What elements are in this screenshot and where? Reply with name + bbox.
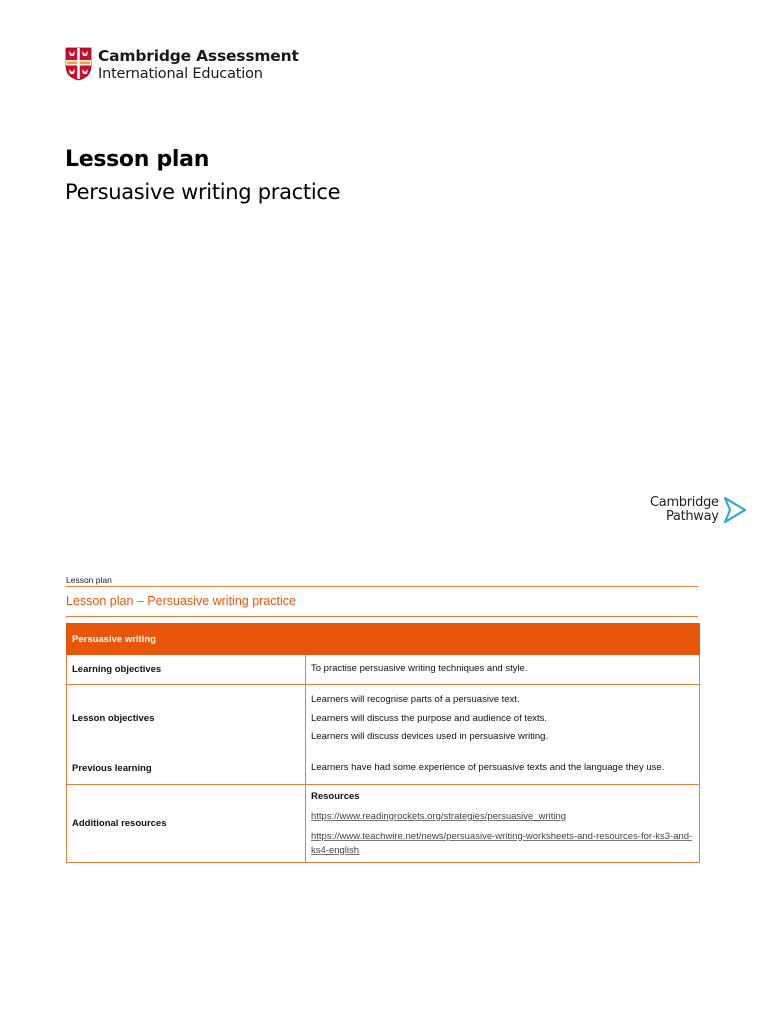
cover-subtitle: Persuasive writing practice (65, 180, 341, 204)
objective-text: Learners will discuss devices used in persuasive writing. (311, 731, 549, 742)
table-row (67, 685, 700, 753)
row-value (306, 685, 700, 753)
cambridge-pathway-logo (650, 495, 748, 525)
document-title: Lesson plan – Persuasive writing practice (66, 594, 296, 608)
org-name-line2: International Education (98, 66, 263, 82)
row-label: Lesson objectives (67, 685, 306, 753)
cambridge-crest-icon (65, 47, 92, 81)
cambridge-assessment-logo (65, 47, 299, 83)
objective-text: To practise persuasive writing techniques and style. (311, 663, 528, 675)
resource-link[interactable]: https://www.readingrockets.org/strategies/persuasive_writing (311, 810, 567, 822)
row-value (306, 655, 700, 685)
table-row (67, 753, 700, 785)
pathway-arrow-icon (722, 495, 748, 525)
row-value (306, 785, 700, 863)
pathway-line1: Cambridge (650, 495, 719, 510)
lesson-plan-table (66, 623, 700, 863)
table-row (67, 785, 700, 863)
objective-text: Learners will discuss the purpose and audience of texts. (311, 712, 548, 724)
objective-text: Learners will recognise parts of a persuasive text. (311, 694, 520, 705)
row-value (306, 753, 700, 785)
resource-link[interactable]: https://www.teachwire.net/news/persuasive-writing-worksheets-and-resources-for-ks3-and-ks4-english (311, 830, 693, 856)
resources-heading: Resources (311, 790, 360, 802)
table-row (67, 655, 700, 685)
previous-learning-text: Learners have had some experience of persuasive texts and the language they use. (311, 762, 665, 773)
cover-title: Lesson plan (65, 147, 210, 172)
header-rule (66, 586, 698, 587)
row-label: Previous learning (67, 753, 306, 785)
org-name-line1: Cambridge Assessment (98, 47, 299, 65)
title-rule (66, 616, 698, 617)
row-label: Learning objectives (67, 655, 306, 685)
pathway-line2: Pathway (665, 509, 719, 524)
running-head: Lesson plan (66, 575, 112, 585)
row-label: Additional resources (67, 785, 306, 863)
table-section-header: Persuasive writing (67, 624, 700, 655)
